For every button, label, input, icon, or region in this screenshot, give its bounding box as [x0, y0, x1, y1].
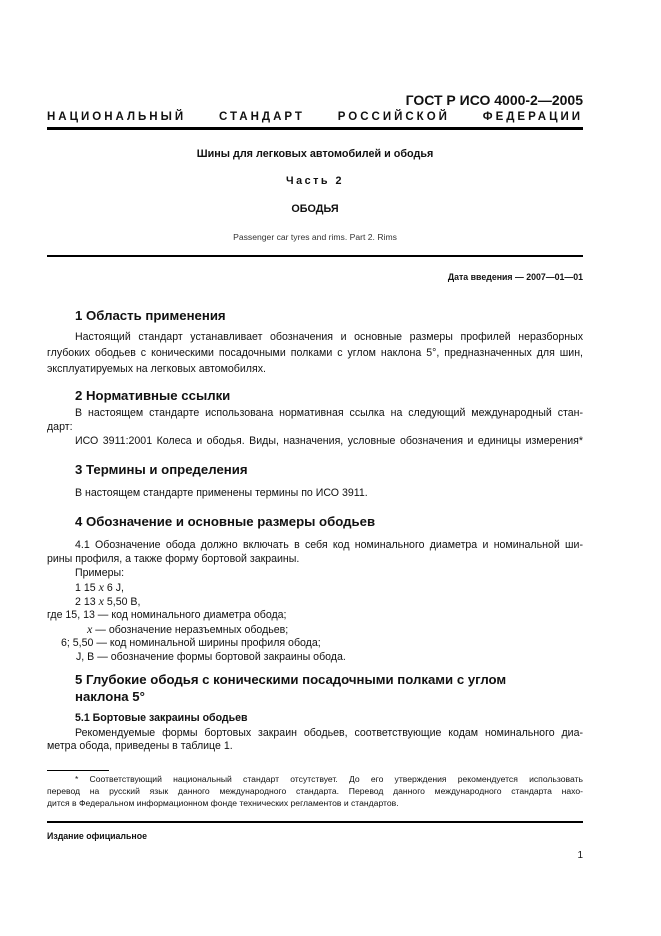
paragraph-line: В настоящем стандарте использована нормативная ссылка на следующий международный стан- [75, 407, 583, 419]
example-1-width: 6 J, [106, 582, 124, 594]
example-2-width: 5,50 B, [106, 596, 141, 608]
section-5-heading-cont: наклона 5° [75, 689, 145, 704]
bottom-rule [47, 821, 583, 823]
example-1-diameter: 1 15 [75, 582, 96, 594]
x-symbol: x [98, 594, 104, 608]
reference-iso-3911: ИСО 3911:2001 Колеса и ободья. Виды, назначения, условные обозначения и единицы измерения* [75, 435, 583, 447]
title-rule [47, 255, 583, 257]
doc-subtitle: ОБОДЬЯ [291, 203, 339, 215]
introduction-date: Дата введения — 2007—01—01 [447, 272, 583, 282]
section-2-heading: 2 Нормативные ссылки [75, 388, 231, 403]
paragraph-line: рины профиля, а также форму бортовой закраины. [47, 553, 300, 565]
footnote-rule [47, 770, 109, 771]
example-2-diameter: 2 13 [75, 596, 96, 608]
standard-code: ГОСТ Р ИСО 4000-2—2005 [405, 92, 583, 108]
legend-line: J, B — обозначение формы бортовой закраины обода. [76, 651, 346, 663]
paragraph-line: глубоких ободьев с коническими посадочными полками с углом наклона 5°, предназначенных для шин, [47, 347, 583, 359]
english-title: Passenger car tyres and rims. Part 2. Rims [233, 232, 397, 242]
footnote-line: дится в Федеральном информационном фонде технических регламентов и стандартов. [47, 798, 399, 808]
example-2 [75, 595, 140, 609]
official-edition-label: Издание официальное [47, 831, 147, 841]
legend-line [87, 623, 288, 637]
paragraph-line: 4.1 Обозначение обода должно включать в себя код номинального диаметра и номинальной ши- [75, 539, 583, 551]
example-1 [75, 581, 124, 595]
paragraph-line: В настоящем стандарте применены термины по ИСО 3911. [75, 487, 368, 499]
legend-text: — обозначение неразъемных ободьев; [95, 624, 289, 636]
page-number: 1 [577, 850, 583, 861]
x-symbol: x [98, 580, 104, 594]
legend-line: 6; 5,50 — код номинальной ширины профиля обода; [61, 637, 321, 649]
national-standard-banner: НАЦИОНАЛЬНЫЙ СТАНДАРТ РОССИЙСКОЙ ФЕДЕРАЦИИ [47, 111, 583, 123]
x-symbol: x [87, 622, 93, 636]
footnote-line: перевод на русский язык данного международного стандарта. Перевод данного международного стандарта нахо- [47, 786, 583, 796]
examples-label: Примеры: [75, 567, 125, 579]
paragraph-line: метра обода, приведены в таблице 1. [47, 740, 233, 752]
section-1-heading: 1 Область применения [75, 308, 226, 323]
section-4-heading: 4 Обозначение и основные размеры ободьев [75, 514, 376, 529]
doc-part: Часть 2 [285, 175, 345, 187]
subsection-5-1-heading: 5.1 Бортовые закраины ободьев [75, 712, 248, 724]
section-3-heading: 3 Термины и определения [75, 462, 248, 477]
paragraph-line: эксплуатируемых на легковых автомобилях. [47, 363, 266, 375]
paragraph-line: Рекомендуемые формы бортовых закраин ободьев, соответствующие кодам номинального диа- [75, 727, 583, 739]
paragraph-line: Настоящий стандарт устанавливает обозначения и основные размеры профилей неразборных [75, 331, 583, 343]
doc-title: Шины для легковых автомобилей и ободья [196, 148, 434, 160]
footnote-line: * Соответствующий национальный стандарт отсутствует. До его утверждения рекомендуется использовать [75, 774, 583, 784]
legend-line: где 15, 13 — код номинального диаметра обода; [47, 609, 287, 621]
section-5-heading: 5 Глубокие ободья с коническими посадочными полками с углом [75, 672, 507, 687]
top-rule [47, 127, 583, 130]
paragraph-line: дарт: [47, 421, 73, 433]
